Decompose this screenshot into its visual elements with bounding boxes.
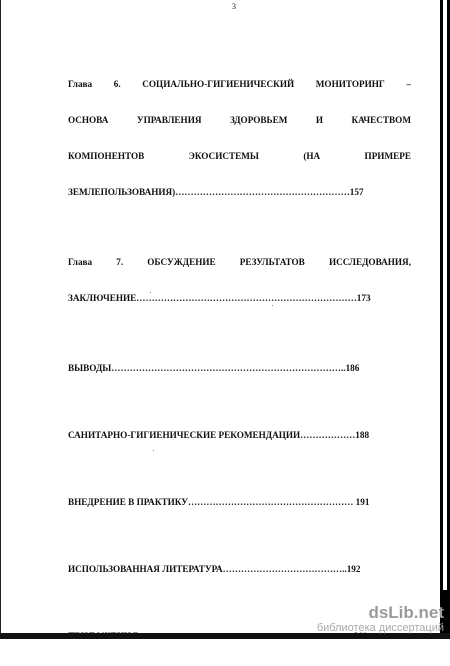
page-number: 3 (232, 2, 236, 11)
toc-conclusions-line: ВЫВОДЫ…………………………………………………………………..186 (68, 363, 360, 373)
toc-entry-implementation (68, 472, 411, 532)
toc-appendices-line: ПРИЛОЖЕНИЯ……………………………………………………………..211 (68, 631, 367, 641)
toc-entry-chapter-6 (68, 54, 411, 222)
toc-entry-chapter-7 (68, 232, 411, 328)
toc-chapter-6-line-1: Глава 6. СОЦИАЛЬНО-ГИГИЕНИЧЕСКИЙ МОНИТОРИНГ – (68, 79, 411, 89)
scan-speck (150, 292, 151, 293)
toc-references-line: ИСПОЛЬЗОВАННАЯ ЛИТЕРАТУРА…………………………………..192 (68, 564, 361, 574)
toc-recommendations-line: САНИТАРНО-ГИГИЕНИЧЕСКИЕ РЕКОМЕНДАЦИИ………………188 (68, 430, 370, 440)
toc-entry-recommendations (68, 405, 411, 465)
scan-left-edge (0, 0, 1, 639)
watermark-subtitle: библиотека диссертаций (316, 622, 444, 634)
scan-right-edge-gap (443, 0, 447, 590)
toc-chapter-6-line-2: ОСНОВА УПРАВЛЕНИЯ ЗДОРОВЬЕМ И КАЧЕСТВОМ (68, 115, 411, 125)
toc-chapter-7-line-2: ЗАКЛЮЧЕНИЕ………………………………………………………………173 (68, 293, 371, 303)
watermark-brand: dsLib.net (368, 603, 444, 622)
toc-chapter-6-line-3: КОМПОНЕНТОВ ЭКОСИСТЕМЫ (НА ПРИМЕРЕ (68, 151, 411, 161)
watermark (317, 604, 444, 635)
toc-chapter-6-line-4: ЗЕМЛЕПОЛЬЗОВАНИЯ)…………………………………………………157 (68, 187, 364, 197)
toc-entry-conclusions (68, 338, 411, 398)
table-of-contents (68, 54, 411, 666)
scan-speck (153, 450, 154, 451)
toc-implementation-line: ВНЕДРЕНИЕ В ПРАКТИКУ……………………………………………… 191 (68, 497, 370, 507)
toc-chapter-7-line-1: Глава 7. ОБСУЖДЕНИЕ РЕЗУЛЬТАТОВ ИССЛЕДОВАНИЯ, (68, 257, 411, 267)
toc-entry-references (68, 539, 411, 599)
scan-speck (272, 305, 273, 306)
